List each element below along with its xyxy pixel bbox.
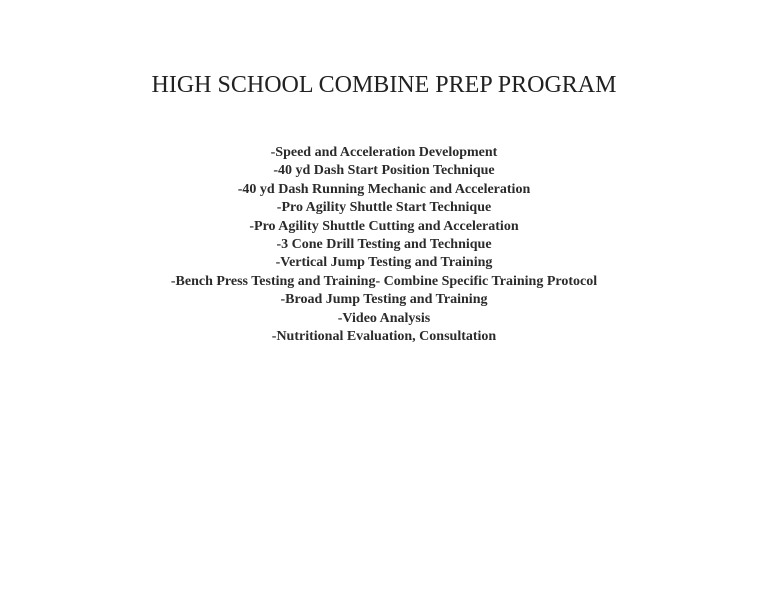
program-item-pro-agility-start: -Pro Agility Shuttle Start Technique bbox=[276, 200, 492, 216]
page-title: HIGH SCHOOL COMBINE PREP PROGRAM bbox=[151, 72, 617, 98]
program-item-broad-jump: -Broad Jump Testing and Training bbox=[280, 292, 488, 308]
program-item-40yd-start: -40 yd Dash Start Position Technique bbox=[273, 163, 495, 179]
program-item-video-analysis: -Video Analysis bbox=[337, 310, 431, 326]
program-item-nutrition: -Nutritional Evaluation, Consultation bbox=[271, 329, 497, 345]
program-item-speed-acceleration: -Speed and Acceleration Development bbox=[270, 145, 498, 160]
program-item-bench-press: -Bench Press Testing and Training- Combine Specific Training Protocol bbox=[170, 273, 598, 289]
program-item-3-cone-drill: -3 Cone Drill Testing and Technique bbox=[276, 237, 492, 253]
program-item-40yd-running: -40 yd Dash Running Mechanic and Acceleration bbox=[237, 181, 531, 197]
program-item-vertical-jump: -Vertical Jump Testing and Training bbox=[275, 255, 493, 271]
program-item-list bbox=[0, 144, 768, 346]
program-item-pro-agility-cutting: -Pro Agility Shuttle Cutting and Acceleration bbox=[249, 218, 519, 234]
